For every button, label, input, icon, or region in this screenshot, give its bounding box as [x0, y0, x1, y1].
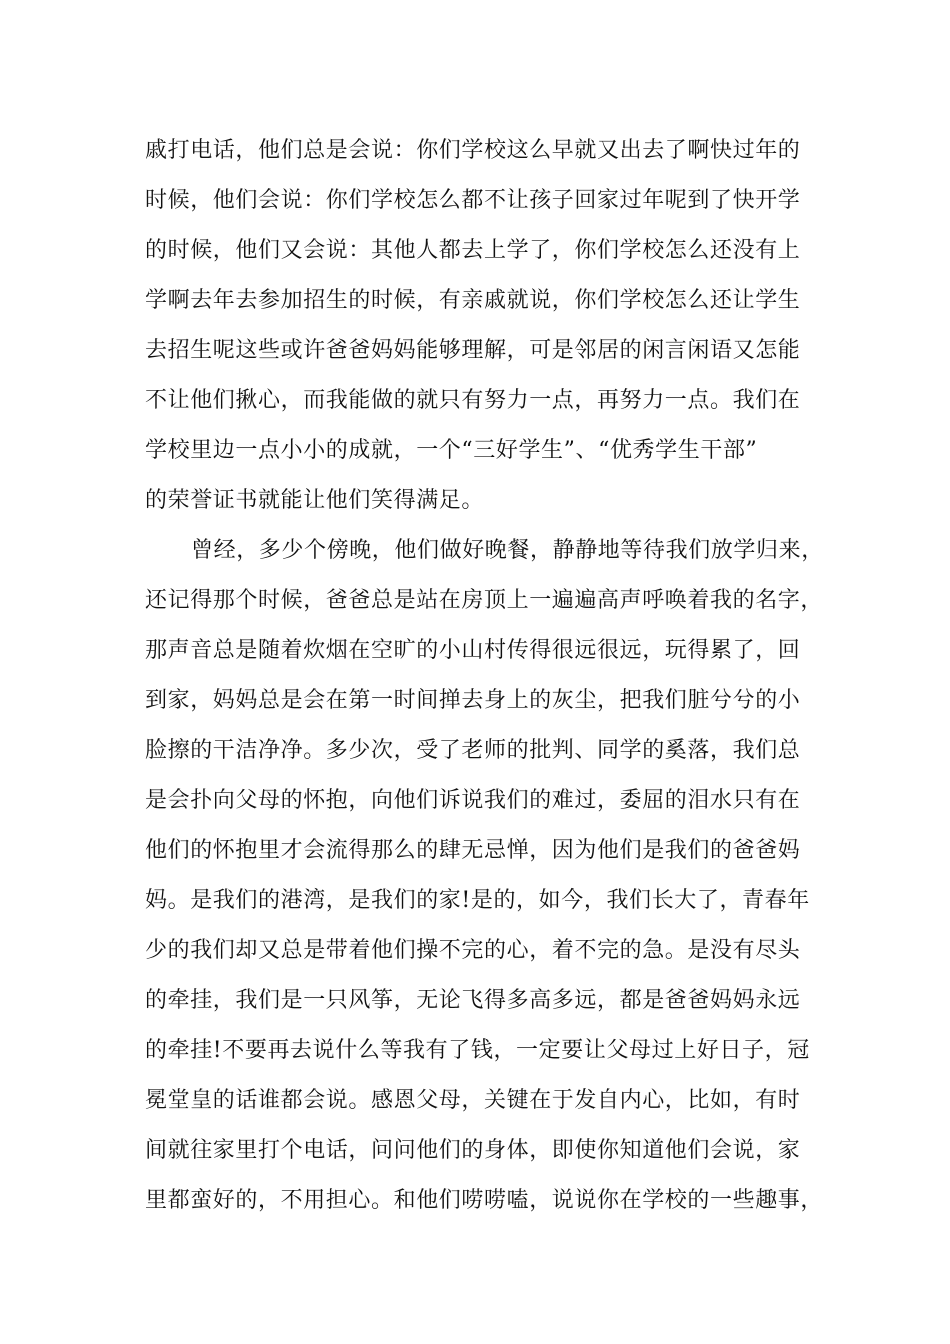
text-line: 时候，他们会说：你们学校怎么都不让孩子回家过年呢到了快开学	[145, 188, 801, 213]
text-line: 他们的怀抱里才会流得那么的肆无忌惮，因为他们是我们的爸爸妈	[145, 838, 801, 863]
text-line: 的牵挂!不要再去说什么等我有了钱，一定要让父母过上好日子，冠	[145, 1038, 810, 1063]
text-line: 学啊去年去参加招生的时候，有亲戚就说，你们学校怎么还让学生	[145, 288, 801, 313]
text-line: 戚打电话，他们总是会说：你们学校这么早就又出去了啊快过年的	[145, 138, 801, 163]
text-line: 的荣誉证书就能让他们笑得满足。	[145, 488, 485, 513]
text-line: 间就往家里打个电话，问问他们的身体，即使你知道他们会说，家	[145, 1138, 801, 1163]
text-line: 是会扑向父母的怀抱，向他们诉说我们的难过，委屈的泪水只有在	[145, 788, 801, 813]
text-line: 那声音总是随着炊烟在空旷的小山村传得很远很远，玩得累了，回	[145, 638, 801, 663]
text-line-indented: 曾经，多少个傍晚，他们做好晚餐，静静地等待我们放学归来，	[191, 538, 824, 563]
text-line: 脸擦的干洁净净。多少次，受了老师的批判、同学的奚落，我们总	[145, 738, 801, 763]
text-line: 去招生呢这些或许爸爸妈妈能够理解，可是邻居的闲言闲语又怎能	[145, 338, 801, 363]
text-line: 冕堂皇的话谁都会说。感恩父母，关键在于发自内心，比如，有时	[145, 1088, 801, 1113]
text-line: 不让他们揪心，而我能做的就只有努力一点，再努力一点。我们在	[145, 388, 801, 413]
text-line: 还记得那个时候，爸爸总是站在房顶上一遍遍高声呼唤着我的名字，	[145, 588, 824, 613]
text-line: 的时候，他们又会说：其他人都去上学了，你们学校怎么还没有上	[145, 238, 801, 263]
text-line: 里都蛮好的，不用担心。和他们唠唠嗑，说说你在学校的一些趣事，	[145, 1188, 824, 1213]
text-line: 少的我们却又总是带着他们操不完的心，着不完的急。是没有尽头	[145, 938, 801, 963]
text-line: 到家，妈妈总是会在第一时间掸去身上的灰尘，把我们脏兮兮的小	[145, 688, 801, 713]
text-line: 妈。是我们的港湾，是我们的家!是的，如今，我们长大了，青春年	[145, 888, 810, 913]
text-line: 学校里边一点小小的成就，一个“三好学生”、“优秀学生干部”	[145, 438, 758, 463]
text-line: 的牵挂，我们是一只风筝，无论飞得多高多远，都是爸爸妈妈永远	[145, 988, 801, 1013]
